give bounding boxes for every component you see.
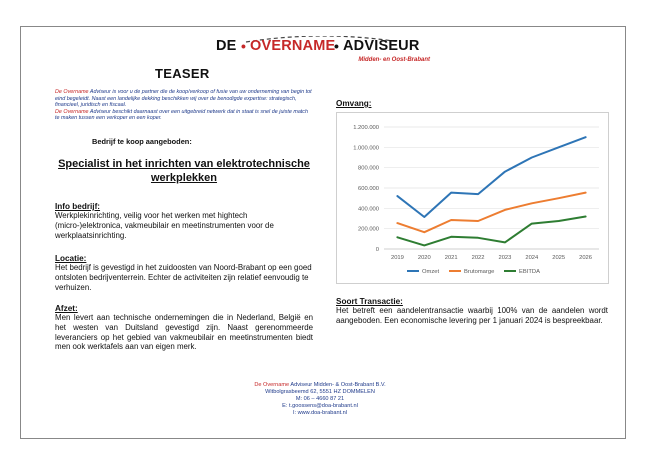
size-heading: Omvang: [336, 99, 372, 108]
sales-text: Men levert aan technische ondernemingen die in Nederland, België en het westen van Duitsland gevestigd zijn. Naast gerenommeerde leveranciers op het gebied van vakmeubilair en meetinstrumenten biedt men ook werktafels aan van eigen merk. [55, 313, 313, 352]
x-tick-label: 2024 [525, 255, 539, 261]
offered-label: Bedrijf te koop aangeboden: [92, 137, 192, 146]
transaction-heading: Soort Transactie: [336, 297, 403, 306]
x-tick-label: 2022 [471, 255, 485, 261]
headline: Specialist in het inrichten van elektrotechnische werkplekken [58, 158, 310, 184]
footer-address: Witbolgrasbeemd 62, 5551 HZ DOMMELEN [265, 389, 375, 395]
logo-word-overname: OVERNAME [250, 38, 336, 54]
intro-text: De Overname Adviseur is voor u de partner die de koop/verkoop of fusie van uw onderneming van begin tot eind begeleidt. Naast een landelijke dekking beschikken wij over de benodigde expertise: strategisch, financieel, juridisch en fiscaal. De Overname Adviseur beschikt daarnaast over een uitgebreid netwerk dat in staat is snel de juiste match te maken tussen een verkoper en een koper. [55, 89, 312, 121]
location-text: Het bedrijf is gevestigd in het zuidoosten van Noord-Brabant op een goed ontsloten bedrijventerrein. Echter de activiteiten zijn relatief eenvoudig te verhuizen. [55, 263, 312, 292]
y-tick-label: 1.000.000 [353, 145, 379, 152]
y-tick-label: 0 [375, 247, 379, 253]
legend-label: EBITDA [519, 269, 540, 275]
y-tick-label: 200.000 [358, 226, 379, 233]
y-tick-label: 800.000 [358, 165, 379, 172]
y-tick-label: 600.000 [358, 186, 379, 192]
footer-web: I: www.doa-brabant.nl [292, 410, 348, 416]
line-chart [336, 112, 609, 284]
legend-label: Omzet [422, 269, 440, 275]
company-logo: DE • OVERNAME • ADVISEUR Midden- en Oost-Brabant [216, 36, 430, 70]
footer-phone: M: 06 – 4660 87 21 [295, 396, 345, 402]
x-tick-label: 2026 [579, 255, 593, 261]
logo-word-de: DE [216, 38, 237, 54]
sales-heading: Afzet: [55, 304, 78, 313]
info-heading: Info bedrijf: [55, 202, 101, 211]
x-tick-label: 2023 [498, 255, 512, 261]
series-line-brutomarge [397, 193, 585, 233]
x-tick-label: 2021 [444, 255, 458, 261]
chart-svg [337, 113, 610, 285]
y-tick-label: 1.200.000 [353, 125, 379, 131]
logo-subtitle: Midden- en Oost-Brabant [358, 57, 430, 63]
teaser-title: TEASER [155, 66, 210, 81]
logo-word-adviseur: ADVISEUR [343, 38, 420, 54]
location-heading: Locatie: [55, 254, 87, 263]
x-tick-label: 2020 [417, 255, 431, 261]
y-tick-label: 400.000 [358, 206, 379, 213]
x-tick-label: 2025 [552, 255, 566, 261]
footer-email: E: t.goossens@doa-brabant.nl [282, 403, 358, 409]
info-text: Werkplekinrichting, veilig voor het werken met hightech (micro-)elektronica, vakmeubilair en meetinstrumenten voor de werkplaatsinrichting. [55, 211, 274, 240]
x-tick-label: 2019 [390, 255, 404, 261]
series-line-omzet [397, 137, 585, 217]
transaction-text: Het betreft een aandelentransactie waarbij 100% van de aandelen wordt aangeboden. Een economische levering per 1 januari 2024 is bespreekbaar. [336, 306, 608, 325]
footer-company: De Overname Adviseur Midden- & Oost-Brabant B.V. [254, 382, 386, 388]
footer-contact [160, 382, 480, 417]
legend-label: Brutomarge [464, 269, 495, 275]
